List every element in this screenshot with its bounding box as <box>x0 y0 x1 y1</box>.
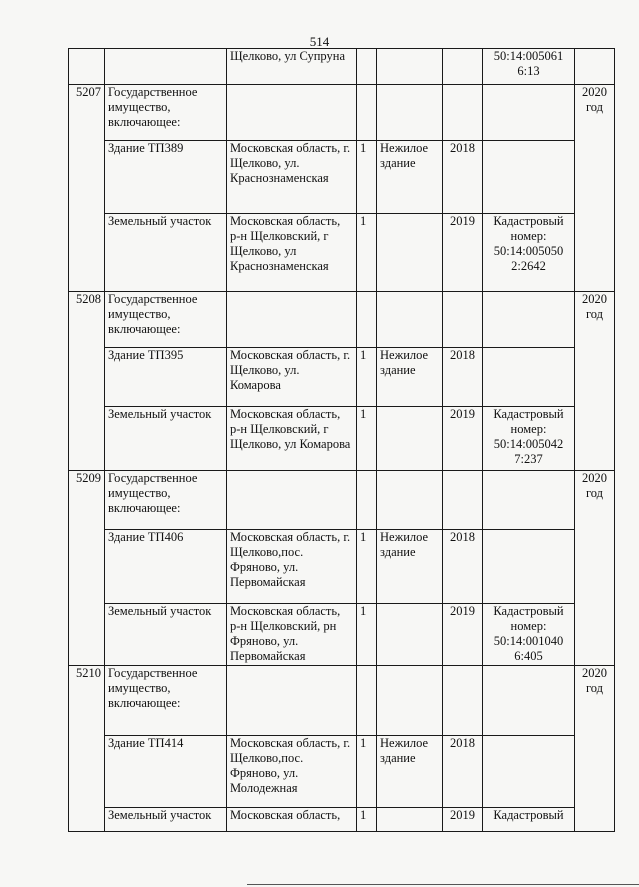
cell-empty <box>105 49 227 85</box>
item-year: 2018 <box>443 348 483 407</box>
item-year: 2018 <box>443 530 483 604</box>
continuation-row <box>69 49 615 85</box>
item-note <box>483 348 575 407</box>
item-note: Кадастровый номер: 50:14:005042 7:237 <box>483 407 575 471</box>
entry-title: Государственное имущество, включающее: <box>105 666 227 736</box>
entry-period: 2020 год <box>575 471 615 666</box>
cell-empty <box>357 471 377 530</box>
item-name: Здание ТП395 <box>105 348 227 407</box>
item-address: Московская область, <box>227 808 357 832</box>
entry-period: 2020 год <box>575 666 615 832</box>
item-name: Здание ТП389 <box>105 141 227 214</box>
item-name: Земельный участок <box>105 604 227 666</box>
entry-header-row <box>69 471 615 530</box>
cell-empty <box>377 666 443 736</box>
entry-item-row <box>69 808 615 832</box>
entry-number: 5208 <box>69 292 105 471</box>
item-quantity: 1 <box>357 407 377 471</box>
entry-title: Государственное имущество, включающее: <box>105 292 227 348</box>
cell-empty <box>483 85 575 141</box>
entry-title: Государственное имущество, включающее: <box>105 85 227 141</box>
cell-empty <box>357 85 377 141</box>
page-number: 514 <box>309 34 330 49</box>
item-note <box>483 530 575 604</box>
item-type <box>377 214 443 292</box>
item-name: Здание ТП414 <box>105 736 227 808</box>
cell-empty <box>443 85 483 141</box>
entry-number: 5207 <box>69 85 105 292</box>
item-name: Земельный участок <box>105 214 227 292</box>
entry-item-row <box>69 736 615 808</box>
cell-empty <box>227 85 357 141</box>
entry-item-row <box>69 214 615 292</box>
item-quantity: 1 <box>357 604 377 666</box>
cell-empty <box>377 49 443 85</box>
cell-empty <box>227 471 357 530</box>
entry-item-row <box>69 407 615 471</box>
continuation-address: Щелково, ул Супруна <box>227 49 357 85</box>
cell-empty <box>357 292 377 348</box>
item-year: 2019 <box>443 808 483 832</box>
item-type: Нежилое здание <box>377 141 443 214</box>
continuation-note: 50:14:005061 6:13 <box>483 49 575 85</box>
item-name: Земельный участок <box>105 407 227 471</box>
item-address: Московская область, г. Щелково, ул. Комарова <box>227 348 357 407</box>
entry-header-row <box>69 85 615 141</box>
item-quantity: 1 <box>357 530 377 604</box>
item-name: Земельный участок <box>105 808 227 832</box>
entry-item-row <box>69 348 615 407</box>
item-quantity: 1 <box>357 348 377 407</box>
cell-empty <box>377 292 443 348</box>
item-address: Московская область, р-н Щелковский, рн Фряново, ул. Первомайская <box>227 604 357 666</box>
item-address: Московская область, р-н Щелковский, г Щелково, ул Комарова <box>227 407 357 471</box>
cell-empty <box>377 471 443 530</box>
item-address: Московская область, р-н Щелковский, г Щелково, ул Краснознаменская <box>227 214 357 292</box>
cell-empty <box>443 471 483 530</box>
item-year: 2019 <box>443 407 483 471</box>
entry-period: 2020 год <box>575 292 615 471</box>
cell-empty <box>377 85 443 141</box>
cell-empty <box>443 292 483 348</box>
item-address: Московская область, г. Щелково, ул. Краснознаменская <box>227 141 357 214</box>
cell-empty <box>483 292 575 348</box>
item-type <box>377 407 443 471</box>
property-table <box>68 48 615 832</box>
scan-edge-line <box>247 884 639 885</box>
entry-number: 5209 <box>69 471 105 666</box>
cell-empty <box>227 666 357 736</box>
entry-header-row <box>69 292 615 348</box>
item-year: 2019 <box>443 604 483 666</box>
item-type <box>377 808 443 832</box>
cell-empty <box>483 666 575 736</box>
item-year: 2018 <box>443 736 483 808</box>
cell-empty <box>357 666 377 736</box>
entry-item-row <box>69 530 615 604</box>
cell-empty <box>357 49 377 85</box>
cell-empty <box>443 49 483 85</box>
item-note: Кадастровый номер: 50:14:005050 2:2642 <box>483 214 575 292</box>
item-note: Кадастровый номер: 50:14:001040 6:405 <box>483 604 575 666</box>
cell-empty <box>227 292 357 348</box>
item-type: Нежилое здание <box>377 530 443 604</box>
entry-title: Государственное имущество, включающее: <box>105 471 227 530</box>
item-quantity: 1 <box>357 214 377 292</box>
item-type: Нежилое здание <box>377 348 443 407</box>
entry-period: 2020 год <box>575 85 615 292</box>
item-quantity: 1 <box>357 736 377 808</box>
cell-empty <box>443 666 483 736</box>
cell-empty <box>575 49 615 85</box>
item-type: Нежилое здание <box>377 736 443 808</box>
item-quantity: 1 <box>357 141 377 214</box>
cell-empty <box>483 471 575 530</box>
item-note: Кадастровый <box>483 808 575 832</box>
cell-empty <box>69 49 105 85</box>
entry-header-row <box>69 666 615 736</box>
entry-number: 5210 <box>69 666 105 832</box>
item-type <box>377 604 443 666</box>
item-address: Московская область, г. Щелково,пос. Фряново, ул. Первомайская <box>227 530 357 604</box>
item-note <box>483 736 575 808</box>
item-year: 2018 <box>443 141 483 214</box>
item-note <box>483 141 575 214</box>
item-quantity: 1 <box>357 808 377 832</box>
item-name: Здание ТП406 <box>105 530 227 604</box>
entry-item-row <box>69 604 615 666</box>
item-address: Московская область, г. Щелково,пос. Фряново, ул. Молодежная <box>227 736 357 808</box>
item-year: 2019 <box>443 214 483 292</box>
entry-item-row <box>69 141 615 214</box>
